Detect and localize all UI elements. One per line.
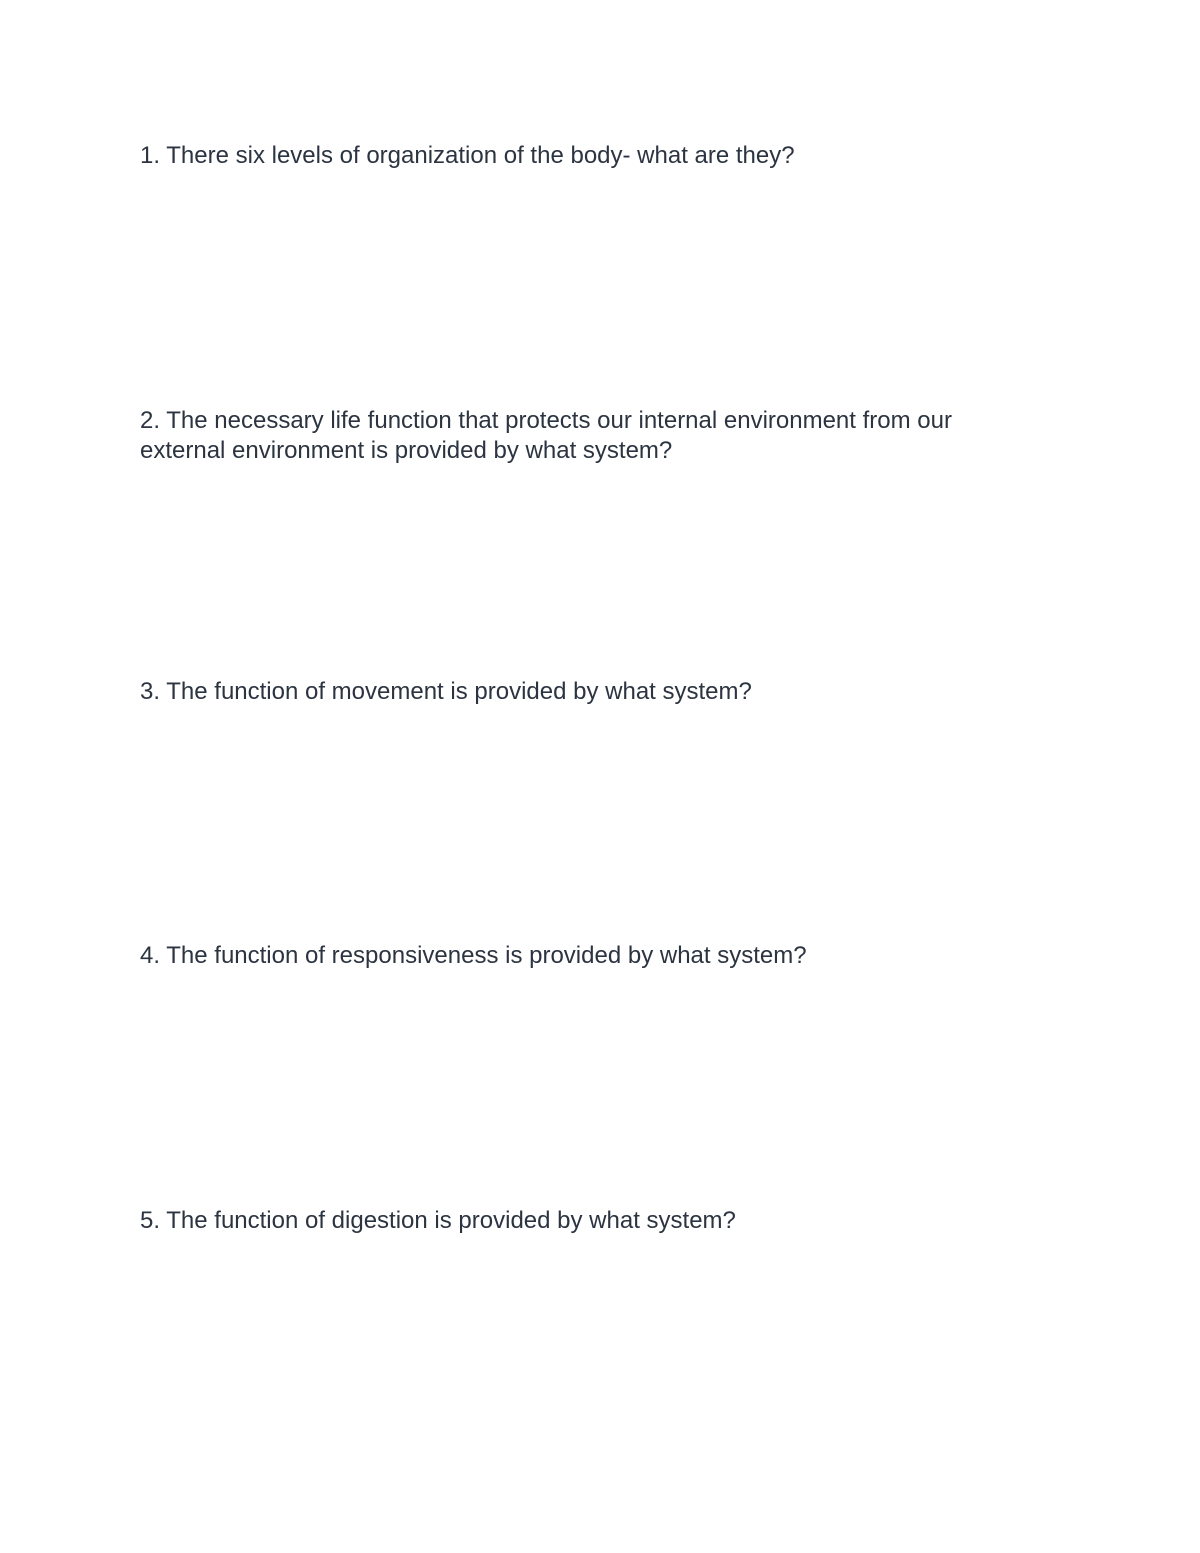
question-1: 1. There six levels of organization of the body- what are they?: [140, 142, 795, 169]
question-2: 2. The necessary life function that protects our internal environment from our external environment is provided by what system?: [140, 407, 952, 464]
question-5: 5. The function of digestion is provided by what system?: [140, 1207, 736, 1234]
question-4: 4. The function of responsiveness is provided by what system?: [140, 942, 807, 969]
question-3: 3. The function of movement is provided by what system?: [140, 678, 752, 705]
